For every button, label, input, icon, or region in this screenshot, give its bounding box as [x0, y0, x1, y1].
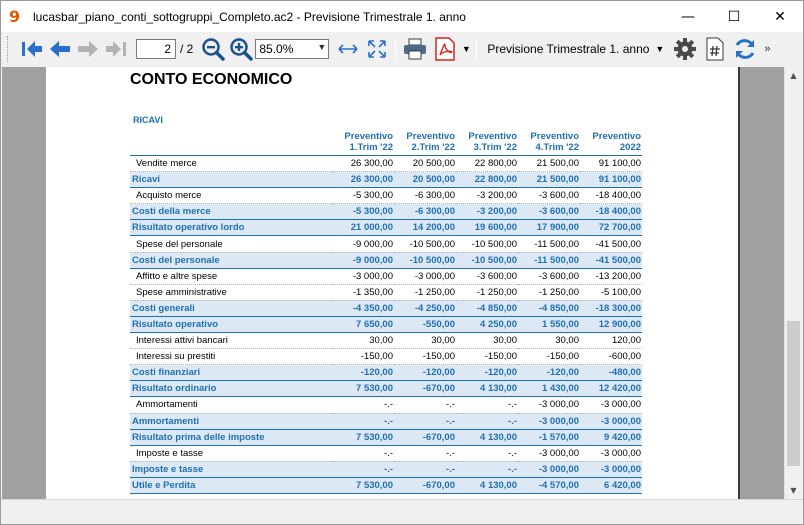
value-cell: -13 200,00 [580, 268, 642, 284]
chevron-down-icon: ▼ [461, 44, 471, 54]
value-cell: -3 000,00 [580, 397, 642, 413]
value-cell: -.- [394, 461, 456, 477]
value-cell: -18 300,00 [580, 300, 642, 316]
toolbar-separator [395, 37, 396, 61]
column-header-line: Preventivo [344, 131, 393, 142]
scroll-down-arrow-icon[interactable]: ▼ [790, 486, 797, 495]
value-cell: 72 700,00 [580, 220, 642, 236]
header-label-cell [130, 131, 332, 156]
value-cell: 22 800,00 [456, 172, 518, 188]
value-cell: -3 000,00 [580, 461, 642, 477]
detail-row [130, 236, 642, 252]
value-cell: -10 500,00 [456, 252, 518, 268]
column-header [394, 131, 456, 156]
total-row [130, 381, 642, 397]
row-label: Costi finanziari [130, 365, 332, 381]
value-cell: -3 000,00 [518, 397, 580, 413]
detail-row [130, 349, 642, 365]
row-label: Spese del personale [130, 236, 332, 252]
detail-row [130, 156, 642, 172]
refresh-button[interactable] [730, 35, 760, 63]
page-total: / 2 [180, 42, 194, 56]
page-number-input[interactable]: 2 [136, 39, 176, 59]
document-viewer[interactable] [2, 67, 784, 499]
value-cell: -4 250,00 [394, 300, 456, 316]
previous-page-button[interactable] [46, 35, 74, 63]
value-cell: -.- [332, 461, 394, 477]
column-header-line: 3.Trim '22 [473, 142, 517, 153]
value-cell: 1 550,00 [518, 316, 580, 332]
arrow-right-icon [76, 39, 100, 59]
value-cell: -.- [456, 413, 518, 429]
value-cell: -18 400,00 [580, 204, 642, 220]
value-cell: 12 420,00 [580, 381, 642, 397]
minimize-button[interactable] [665, 1, 711, 32]
value-cell: 19 600,00 [456, 220, 518, 236]
value-cell: 30,00 [456, 333, 518, 349]
maximize-button[interactable] [711, 1, 757, 32]
value-cell: 21 500,00 [518, 172, 580, 188]
gear-icon [674, 38, 696, 60]
value-cell: 120,00 [580, 333, 642, 349]
title-bar [1, 1, 803, 32]
value-cell: -9 000,00 [332, 236, 394, 252]
value-cell: -11 500,00 [518, 236, 580, 252]
close-icon: ✕ [774, 8, 786, 25]
value-cell: -9 000,00 [332, 252, 394, 268]
value-cell: -.- [332, 397, 394, 413]
value-cell: -10 500,00 [394, 252, 456, 268]
total-row [130, 477, 642, 493]
value-cell: 7 650,00 [332, 316, 394, 332]
value-cell: 20 500,00 [394, 156, 456, 172]
value-cell: -10 500,00 [456, 236, 518, 252]
value-cell: -3 600,00 [518, 188, 580, 204]
printer-icon [403, 38, 427, 60]
column-header-line: Preventivo [592, 131, 641, 142]
detail-row [130, 397, 642, 413]
column-header-line: 2.Trim '22 [411, 142, 455, 153]
value-cell: 21 000,00 [332, 220, 394, 236]
row-label: Ammortamenti [130, 397, 332, 413]
value-cell: -6 300,00 [394, 188, 456, 204]
report-title: CONTO ECONOMICO [130, 71, 293, 88]
export-pdf-button[interactable] [430, 35, 460, 63]
table-header-row [130, 131, 642, 156]
detail-row [130, 333, 642, 349]
toolbar-overflow-button[interactable]: » [764, 43, 771, 55]
value-cell: -670,00 [394, 477, 456, 493]
value-cell: -1 250,00 [394, 284, 456, 300]
value-cell: 9 420,00 [580, 429, 642, 445]
row-label: Interessi su prestiti [130, 349, 332, 365]
export-menu-button[interactable] [460, 35, 472, 63]
total-row [130, 204, 642, 220]
pdf-icon [434, 37, 456, 61]
row-label: Risultato operativo lordo [130, 220, 332, 236]
section-label: RICAVI [133, 115, 163, 125]
value-cell: 4 250,00 [456, 316, 518, 332]
value-cell: 91 100,00 [580, 156, 642, 172]
minimize-icon: — [681, 8, 695, 25]
detail-row [130, 268, 642, 284]
value-cell: -3 000,00 [580, 413, 642, 429]
report-name: Previsione Trimestrale 1. anno [487, 42, 650, 56]
row-label: Ammortamenti [130, 413, 332, 429]
value-cell: -120,00 [394, 365, 456, 381]
value-cell: 12 900,00 [580, 316, 642, 332]
value-cell: -3 000,00 [518, 413, 580, 429]
value-cell: -.- [394, 413, 456, 429]
row-label: Costi della merce [130, 204, 332, 220]
fit-page-icon [366, 38, 388, 60]
toolbar [1, 32, 803, 66]
value-cell: -4 350,00 [332, 300, 394, 316]
value-cell: -3 200,00 [456, 204, 518, 220]
maximize-icon: ☐ [727, 8, 741, 25]
row-label: Costi generali [130, 300, 332, 316]
zoom-out-button[interactable] [199, 35, 227, 63]
total-row [130, 300, 642, 316]
value-cell: -120,00 [518, 365, 580, 381]
chevron-down-icon: ▼ [655, 44, 665, 54]
value-cell: -670,00 [394, 381, 456, 397]
value-cell: -670,00 [394, 429, 456, 445]
row-label: Vendite merce [130, 156, 332, 172]
row-label: Risultato ordinario [130, 381, 332, 397]
value-cell: -10 500,00 [394, 236, 456, 252]
column-header [332, 131, 394, 156]
value-cell: -41 500,00 [580, 252, 642, 268]
value-cell: -4 850,00 [456, 300, 518, 316]
report-page [46, 67, 740, 499]
column-header [518, 131, 580, 156]
value-cell: 6 420,00 [580, 477, 642, 493]
value-cell: -5 300,00 [332, 204, 394, 220]
value-cell: 14 200,00 [394, 220, 456, 236]
value-cell: -.- [332, 445, 394, 461]
value-cell: 30,00 [332, 333, 394, 349]
zoom-in-icon [229, 37, 253, 61]
row-label: Utile e Perdita [130, 477, 332, 493]
row-label: Imposte e tasse [130, 445, 332, 461]
zoom-select[interactable] [255, 39, 329, 59]
value-cell: 17 900,00 [518, 220, 580, 236]
total-row [130, 461, 642, 477]
value-cell: -41 500,00 [580, 236, 642, 252]
value-cell: -150,00 [456, 349, 518, 365]
value-cell: -1 250,00 [456, 284, 518, 300]
column-header-line: 4.Trim '22 [535, 142, 579, 153]
value-cell: 4 130,00 [456, 429, 518, 445]
toolbar-separator [476, 37, 477, 61]
settings-button[interactable] [670, 35, 700, 63]
zoom-value: 85.0% [259, 42, 294, 56]
row-label: Affitto e altre spese [130, 268, 332, 284]
total-row [130, 252, 642, 268]
total-row [130, 172, 642, 188]
close-button[interactable] [757, 1, 803, 32]
value-cell: -1 570,00 [518, 429, 580, 445]
value-cell: -600,00 [580, 349, 642, 365]
value-cell: -3 000,00 [518, 445, 580, 461]
value-cell: -3 000,00 [580, 445, 642, 461]
window-title: lucasbar_piano_conti_sottogruppi_Completo.ac2 - Previsione Trimestrale 1. anno [33, 9, 466, 24]
table-body [130, 156, 642, 494]
value-cell: -.- [456, 461, 518, 477]
total-row [130, 413, 642, 429]
arrow-left-icon [48, 39, 72, 59]
column-header-line: Preventivo [468, 131, 517, 142]
value-cell: -150,00 [332, 349, 394, 365]
row-label: Interessi attivi bancari [130, 333, 332, 349]
value-cell: 26 300,00 [332, 156, 394, 172]
row-label: Spese amministrative [130, 284, 332, 300]
scroll-up-arrow-icon[interactable]: ▲ [790, 71, 797, 80]
income-statement-table [130, 131, 642, 494]
value-cell: -.- [456, 445, 518, 461]
value-cell: -550,00 [394, 316, 456, 332]
value-cell: -120,00 [456, 365, 518, 381]
value-cell: 4 130,00 [456, 477, 518, 493]
value-cell: -480,00 [580, 365, 642, 381]
numbering-button[interactable] [700, 35, 730, 63]
column-header [580, 131, 642, 156]
detail-row [130, 188, 642, 204]
column-header [456, 131, 518, 156]
fit-page-button[interactable] [363, 35, 391, 63]
column-header-line: 2022 [619, 142, 641, 153]
value-cell: -3 600,00 [518, 204, 580, 220]
status-bar [1, 499, 803, 524]
value-cell: -3 600,00 [456, 268, 518, 284]
zoom-in-button[interactable] [227, 35, 255, 63]
value-cell: -3 000,00 [394, 268, 456, 284]
value-cell: -150,00 [518, 349, 580, 365]
next-page-button[interactable] [74, 35, 102, 63]
value-cell: 7 530,00 [332, 477, 394, 493]
value-cell: 7 530,00 [332, 381, 394, 397]
column-header-line: Preventivo [530, 131, 579, 142]
scrollbar-thumb[interactable] [787, 321, 800, 466]
value-cell: -.- [394, 445, 456, 461]
value-cell: 30,00 [518, 333, 580, 349]
first-page-button[interactable] [18, 35, 46, 63]
value-cell: -.- [456, 397, 518, 413]
value-cell: -1 250,00 [518, 284, 580, 300]
value-cell: 4 130,00 [456, 381, 518, 397]
value-cell: 22 800,00 [456, 156, 518, 172]
value-cell: 21 500,00 [518, 156, 580, 172]
app-logo-icon: 9 [9, 6, 21, 26]
value-cell: -5 300,00 [332, 188, 394, 204]
detail-row [130, 445, 642, 461]
value-cell: -3 600,00 [518, 268, 580, 284]
value-cell: -.- [394, 397, 456, 413]
column-header-line: 1.Trim '22 [349, 142, 393, 153]
value-cell: 91 100,00 [580, 172, 642, 188]
value-cell: 1 430,00 [518, 381, 580, 397]
first-page-icon [20, 39, 44, 59]
toolbar-grip [7, 36, 10, 62]
value-cell: -4 570,00 [518, 477, 580, 493]
value-cell: -5 100,00 [580, 284, 642, 300]
row-label: Imposte e tasse [130, 461, 332, 477]
value-cell: -3 000,00 [332, 268, 394, 284]
report-select[interactable] [487, 42, 664, 56]
column-header-line: Preventivo [406, 131, 455, 142]
print-button[interactable] [400, 35, 430, 63]
last-page-button[interactable] [102, 35, 130, 63]
total-row [130, 220, 642, 236]
row-label: Ricavi [130, 172, 332, 188]
hash-icon [705, 37, 725, 61]
fit-width-button[interactable] [333, 35, 363, 63]
value-cell: 30,00 [394, 333, 456, 349]
chevron-down-icon: ▼ [317, 42, 327, 52]
row-label: Risultato prima delle imposte [130, 429, 332, 445]
value-cell: 20 500,00 [394, 172, 456, 188]
last-page-icon [104, 39, 128, 59]
total-row [130, 365, 642, 381]
row-label: Risultato operativo [130, 316, 332, 332]
value-cell: -3 200,00 [456, 188, 518, 204]
value-cell: 26 300,00 [332, 172, 394, 188]
row-label: Costi del personale [130, 252, 332, 268]
total-row [130, 429, 642, 445]
value-cell: -18 400,00 [580, 188, 642, 204]
value-cell: -4 850,00 [518, 300, 580, 316]
value-cell: 7 530,00 [332, 429, 394, 445]
row-label: Acquisto merce [130, 188, 332, 204]
fit-width-icon [337, 39, 359, 59]
value-cell: -6 300,00 [394, 204, 456, 220]
vertical-scrollbar[interactable] [784, 67, 802, 499]
value-cell: -3 000,00 [518, 461, 580, 477]
zoom-out-icon [201, 37, 225, 61]
value-cell: -120,00 [332, 365, 394, 381]
detail-row [130, 284, 642, 300]
refresh-icon [733, 37, 757, 61]
value-cell: -.- [332, 413, 394, 429]
value-cell: -11 500,00 [518, 252, 580, 268]
value-cell: -150,00 [394, 349, 456, 365]
value-cell: -1 350,00 [332, 284, 394, 300]
total-row [130, 316, 642, 332]
